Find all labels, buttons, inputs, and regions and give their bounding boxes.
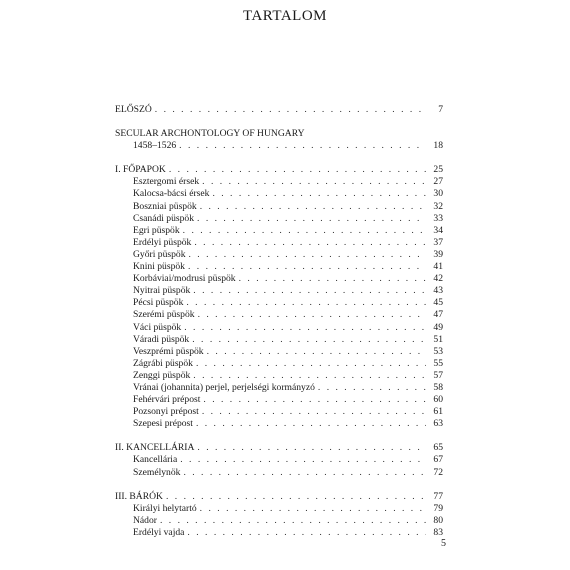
toc-subentry-page: 49	[433, 321, 443, 333]
toc-subentry-label: Zenggi püspök	[133, 369, 191, 381]
toc-subentry[interactable]	[115, 237, 443, 249]
toc-section-barok	[115, 491, 443, 539]
leader-dots	[188, 261, 426, 273]
toc-subentry-label: Nádor	[133, 514, 157, 526]
toc-entry[interactable]	[115, 164, 443, 176]
toc-subentry[interactable]	[115, 334, 443, 346]
toc-subentry[interactable]	[115, 382, 443, 394]
leader-dots	[169, 164, 426, 176]
toc-subentry[interactable]	[115, 358, 443, 370]
leader-dots	[155, 104, 426, 116]
toc-subentry-page: 53	[433, 345, 443, 357]
toc-subentry[interactable]	[115, 418, 443, 430]
toc-subentry-page: 41	[433, 261, 443, 273]
toc-entry-label: 1458–1526	[133, 140, 177, 152]
toc-entry-page: 25	[433, 164, 443, 176]
toc-subentry-page: 72	[433, 466, 443, 478]
toc-subentry-page: 27	[433, 176, 443, 188]
leader-dots	[200, 201, 426, 213]
toc-subentry[interactable]	[115, 261, 443, 273]
toc-subentry-label: Korbáviai/modrusi püspök	[133, 273, 236, 285]
toc-subentry-label: Egri püspök	[133, 224, 180, 236]
toc-subentry[interactable]	[115, 285, 443, 297]
toc-subentry-page: 45	[433, 297, 443, 309]
toc-subentry-label: Csanádi püspök	[133, 212, 195, 224]
toc-subentry[interactable]	[115, 309, 443, 321]
toc-section-secular	[115, 128, 443, 152]
leader-dots	[189, 249, 427, 261]
toc-subentry-label: Pozsonyi prépost	[133, 406, 199, 418]
toc-subentry-label: Erdélyi püspök	[133, 236, 192, 248]
leader-dots	[203, 394, 426, 406]
toc-subentries	[115, 176, 443, 430]
toc-subentry[interactable]	[115, 297, 443, 309]
toc-subentry-label: Veszprémi püspök	[133, 345, 204, 357]
leader-dots	[187, 527, 426, 539]
toc-subentry[interactable]	[115, 213, 443, 225]
leader-dots	[193, 285, 426, 297]
toc-subentry-label: Váradi püspök	[133, 333, 190, 345]
toc-subentry[interactable]	[115, 406, 443, 418]
toc-subentry[interactable]	[115, 503, 443, 515]
toc-subentry-label: Szepesi prépost	[133, 418, 193, 430]
toc-subentry-label: Erdélyi vajda	[133, 526, 185, 538]
toc-subentry-page: 37	[433, 236, 443, 248]
toc-subentry-page: 67	[433, 454, 443, 466]
toc-subentry[interactable]	[115, 176, 443, 188]
toc-subentry-page: 79	[433, 502, 443, 514]
toc-subentry-page: 57	[433, 369, 443, 381]
leader-dots	[198, 309, 426, 321]
toc-subentry[interactable]	[115, 322, 443, 334]
leader-dots	[183, 467, 426, 479]
toc-subentry-page: 30	[433, 188, 443, 200]
leader-dots	[318, 382, 426, 394]
toc-subentry-label: Kalocsa-bácsi érsek	[133, 188, 210, 200]
leader-dots	[202, 406, 426, 418]
toc-entry-label: I. FŐPAPOK	[115, 164, 166, 176]
toc-entry[interactable]	[115, 104, 443, 116]
toc-entry-page: 18	[433, 140, 443, 152]
leader-dots	[183, 225, 426, 237]
toc-subentry-label: Boszniai püspök	[133, 200, 197, 212]
leader-dots	[160, 515, 426, 527]
toc-subentry-page: 60	[433, 394, 443, 406]
toc-subentry-page: 43	[433, 285, 443, 297]
toc-subentry[interactable]	[115, 346, 443, 358]
toc-subentry-label: Esztergomi érsek	[133, 176, 200, 188]
leader-dots	[200, 503, 426, 515]
toc-subentry-label: Fehérvári prépost	[133, 394, 201, 406]
toc-subentry[interactable]	[115, 273, 443, 285]
leader-dots	[179, 140, 426, 152]
toc-subentry-label: Nyitrai püspök	[133, 285, 191, 297]
toc-subentry-page: 33	[433, 212, 443, 224]
toc-subentry-label: Knini püspök	[133, 261, 185, 273]
leader-dots	[166, 491, 426, 503]
toc-subentry-label: Szerémi püspök	[133, 309, 195, 321]
leader-dots	[197, 442, 426, 454]
toc-entry[interactable]	[115, 442, 443, 454]
leader-dots	[194, 237, 426, 249]
leader-dots	[186, 297, 426, 309]
toc-subentries	[115, 503, 443, 539]
toc-subentry-page: 61	[433, 406, 443, 418]
toc-subentry[interactable]	[115, 225, 443, 237]
leader-dots	[207, 346, 426, 358]
toc-subentry-page: 83	[433, 526, 443, 538]
leader-dots	[196, 358, 426, 370]
toc-subentry-page: 55	[433, 357, 443, 369]
toc-subentry-page: 32	[433, 200, 443, 212]
toc-entry-label: ELŐSZÓ	[115, 104, 152, 115]
toc-subentry[interactable]	[115, 515, 443, 527]
toc-section-kancellaria	[115, 442, 443, 478]
toc-heading[interactable]: SECULAR ARCHONTOLOGY OF HUNGARY	[115, 128, 305, 140]
page-title: TARTALOM	[242, 8, 328, 24]
leader-dots	[239, 273, 426, 285]
toc-entry-label: II. KANCELLÁRIA	[115, 442, 195, 454]
toc-subentry-page: 80	[433, 514, 443, 526]
toc-entry[interactable]	[115, 491, 443, 503]
toc-subentry-label: Zágrábi püspök	[133, 357, 193, 369]
leader-dots	[192, 334, 426, 346]
toc-subentry-page: 63	[433, 418, 443, 430]
toc-subentry[interactable]	[115, 188, 443, 200]
toc-subentry-page: 42	[433, 273, 443, 285]
leader-dots	[197, 213, 426, 225]
toc-subentry-label: Kancellária	[133, 454, 178, 466]
leader-dots	[180, 454, 426, 466]
page-number: 5	[441, 538, 446, 549]
toc-subentry-page: 39	[433, 248, 443, 260]
toc-subentry-label: Személynök	[133, 466, 181, 478]
toc-subentry-page: 47	[433, 309, 443, 321]
leader-dots	[196, 418, 426, 430]
toc-subentry[interactable]	[115, 394, 443, 406]
toc-entry-page: 77	[433, 490, 443, 502]
toc-entry-page: 65	[433, 442, 443, 454]
leader-dots	[202, 176, 426, 188]
toc-entry-page: 7	[438, 104, 443, 115]
toc-subentry[interactable]	[115, 249, 443, 261]
toc-section-fopapok	[115, 164, 443, 430]
toc-subentry-page: 34	[433, 224, 443, 236]
toc-subentry-page: 51	[433, 333, 443, 345]
toc-subentry[interactable]	[115, 454, 443, 466]
toc-subentry[interactable]	[115, 201, 443, 213]
toc-subentry-label: Királyi helytartó	[133, 502, 197, 514]
leader-dots	[184, 322, 426, 334]
toc-subentries	[115, 454, 443, 478]
toc-entry-label: III. BÁRÓK	[115, 490, 163, 502]
toc-subentry-label: Vránai (johannita) perjel, perjelségi kormányzó	[133, 381, 315, 393]
toc-subentry-label: Váci püspök	[133, 321, 182, 333]
toc-subentry[interactable]	[115, 527, 443, 539]
toc-section-eloszo	[115, 104, 443, 116]
toc-subentry[interactable]	[115, 467, 443, 479]
table-of-contents	[115, 104, 443, 551]
leader-dots	[193, 370, 426, 382]
toc-entry[interactable]	[115, 140, 443, 152]
toc-subentry-label: Pécsi püspök	[133, 297, 184, 309]
leader-dots	[212, 188, 426, 200]
toc-subentry-page: 58	[433, 381, 443, 393]
toc-subentry[interactable]	[115, 370, 443, 382]
toc-subentry-label: Győri püspök	[133, 248, 186, 260]
